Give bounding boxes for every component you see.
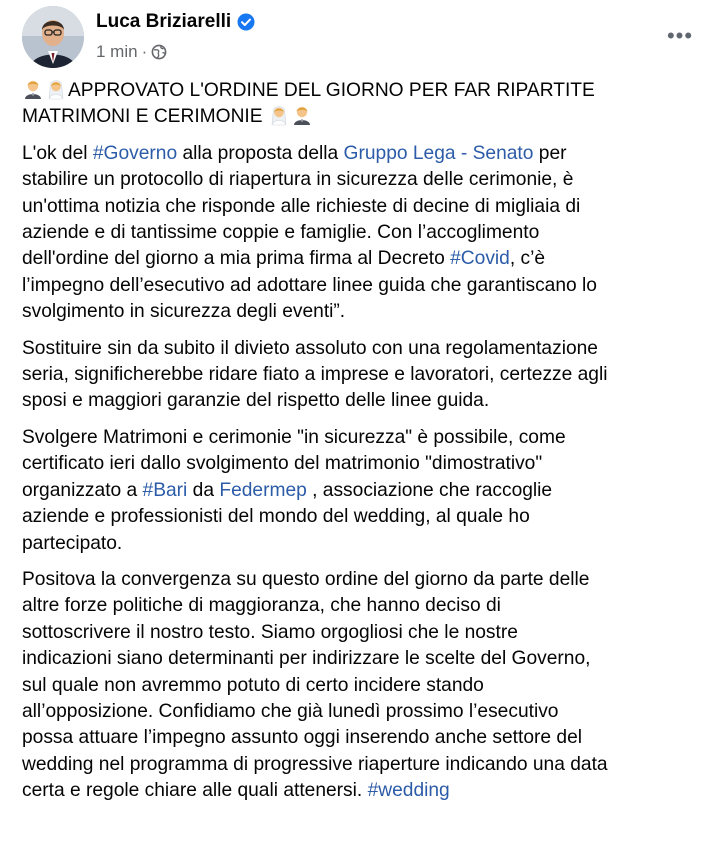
text-span: un'ottima notizia che risponde alle richieste di decine di migliaia di (22, 195, 581, 217)
text-span: sottoscrivere il nostro testo. Siamo orgogliosi che le nostre (22, 621, 518, 643)
paragraph-1 (22, 141, 712, 326)
hashtag-wedding-link[interactable]: #wedding (367, 780, 450, 802)
text-span: certa e regole chiare alle quali attenersi. (22, 780, 368, 802)
hashtag-covid-link[interactable]: #Covid (450, 248, 510, 270)
avatar-image (22, 6, 84, 68)
groom-emoji-icon (22, 78, 44, 100)
verified-badge-icon (237, 13, 255, 31)
text-span: seria, significherebbe ridare fiato a imprese e lavoratori, certezze agli (22, 364, 608, 386)
text-span: wedding nel programma di progressive riaperture indicando una data (22, 753, 608, 775)
text-span: all’opposizione. Confidiamo che già lunedì prossimo l’esecutivo (22, 700, 559, 722)
text-span: Positova la convergenza su questo ordine del giorno da parte delle (22, 568, 590, 590)
text-span: organizzato a (22, 479, 143, 501)
bride-emoji-icon (268, 104, 290, 126)
title-line-1: APPROVATO L'ORDINE DEL GIORNO PER FAR RIPARTITE (68, 80, 595, 101)
text-span: sul quale non avremmo potuto di certo incidere stando (22, 674, 484, 696)
gruppo-lega-senato-link[interactable]: Gruppo Lega - Senato (343, 142, 534, 164)
text-span: altre forze politiche di maggioranza, che hanno deciso di (22, 595, 501, 617)
text-span: , c’è (509, 248, 546, 270)
post-body (22, 78, 712, 815)
paragraph-2 (22, 336, 712, 415)
text-span: Sostituire sin da subito il divieto assoluto con una regolamentazione (22, 337, 598, 359)
meta-separator: · (141, 42, 148, 61)
text-span: certificato ieri dallo svolgimento del matrimonio "dimostrativo" (22, 453, 543, 475)
post-title (22, 78, 712, 131)
text-span: sposi e maggiori garanzie del rispetto delle linee guida. (22, 390, 490, 412)
text-span: l’impegno dell’esecutivo ad adottare linee guida che garantiscano lo (22, 274, 597, 296)
paragraph-3 (22, 425, 712, 557)
text-span: dell'ordine del giorno a mia prima firma al Decreto (22, 248, 451, 270)
text-span: aziende e professionisti del mondo del wedding, al quale ho (22, 506, 530, 528)
text-span: , associazione che raccoglie (306, 479, 553, 501)
more-options-icon[interactable]: ••• (666, 23, 694, 48)
text-span: stabilire un protocollo di riapertura in sicurezza delle cerimonie, è (22, 169, 574, 191)
text-span: da (187, 479, 220, 501)
text-span: per (533, 142, 567, 164)
text-span: Svolgere Matrimoni e cerimonie "in sicurezza" è possibile, come (22, 426, 566, 448)
hashtag-governo-link[interactable]: #Governo (92, 142, 178, 164)
text-span: alla proposta della (177, 142, 344, 164)
bride-emoji-icon (45, 78, 67, 100)
author-avatar[interactable] (22, 6, 84, 68)
hashtag-bari-link[interactable]: #Bari (142, 479, 188, 501)
text-span: svolgimento in sicurezza degli eventi”. (22, 301, 346, 323)
text-span: L'ok del (22, 142, 93, 164)
title-line-2: MATRIMONI E CERIMONIE (22, 106, 268, 128)
text-span: partecipato. (22, 532, 123, 554)
post-meta (96, 42, 167, 62)
federmep-link[interactable]: Federmep (219, 479, 307, 501)
text-span: possa attuare l’impegno assunto oggi inserendo anche settore del (22, 727, 583, 749)
paragraph-4 (22, 567, 712, 805)
text-span: indicazioni siano determinanti per indirizzare le scelte del Governo, (22, 648, 591, 670)
globe-icon[interactable] (151, 44, 167, 60)
post-timestamp[interactable]: 1 min (96, 42, 138, 61)
author-name[interactable]: Luca Briziarelli (96, 11, 232, 32)
groom-emoji-icon (291, 104, 313, 126)
post-header (22, 4, 698, 68)
text-span: aziende e di tantissime coppie e famiglie. Con l’accoglimento (22, 222, 540, 244)
